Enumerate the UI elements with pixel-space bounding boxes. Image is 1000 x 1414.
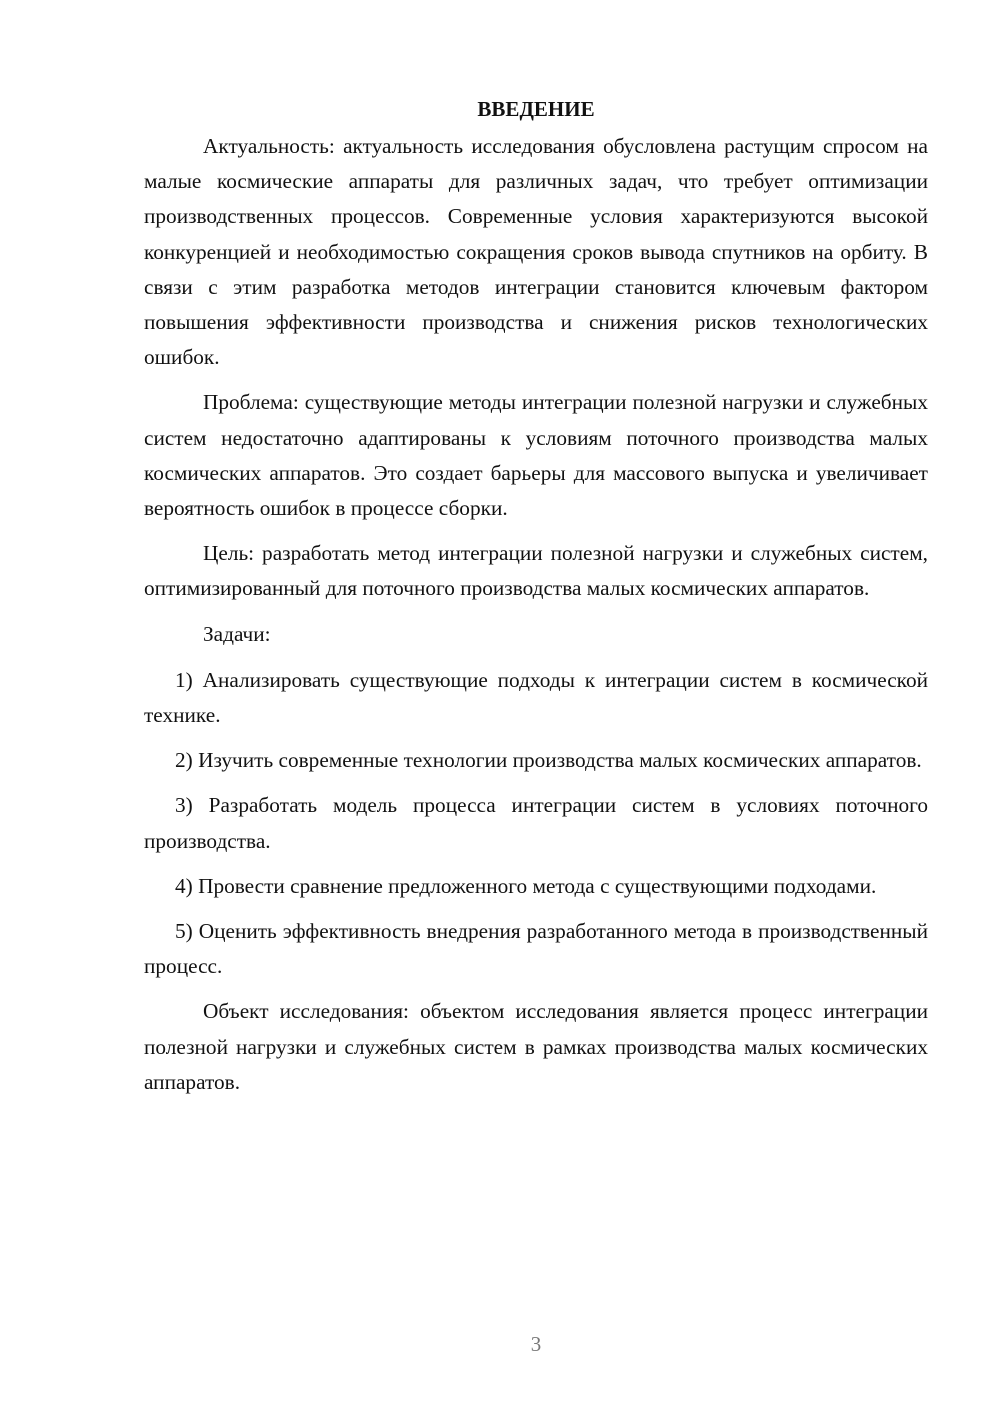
page-number: 3 (530, 1332, 542, 1356)
page-title: ВВЕДЕНИЕ (477, 97, 595, 121)
task-item-1: 1) Анализировать существующие подходы к интеграции систем в космической технике. (144, 667, 928, 728)
task-item-2: 2) Изучить современные технологии производства малых космических аппаратов. (175, 748, 922, 773)
goal-paragraph: Цель: разработать метод интеграции полезной нагрузки и служебных систем, оптимизированный для поточного производства малых космических аппаратов. (144, 541, 928, 601)
task-item-4: 4) Провести сравнение предложенного метода с существующими подходами. (175, 873, 877, 898)
tasks-list (144, 663, 928, 985)
object-paragraph: Объект исследования: объектом исследования является процесс интеграции полезной нагрузки и служебных систем в рамках производства малых космических аппаратов. (144, 999, 928, 1094)
task-item-5: 5) Оценить эффективность внедрения разработанного метода в производственный процесс. (144, 919, 928, 979)
page-body (144, 92, 928, 1110)
task-item-3: 3) Разработать модель процесса интеграции систем в условиях поточного производства. (144, 793, 928, 853)
relevance-paragraph: Актуальность: актуальность исследования обусловлена растущим спросом на малые космические аппараты для различных задач, что требует оптимизации производственных процессов. Современные условия характеризуются высокой конкуренцией и необходимостью сокращения сроков вывода спутников на орбиту. В связи с этим разработка методов интеграции становится ключевым фактором повышения эффективности производства и снижения рисков технологических ошибок. (144, 134, 928, 370)
tasks-heading: Задачи: (203, 621, 271, 646)
problem-paragraph: Проблема: существующие методы интеграции полезной нагрузки и служебных систем недостаточно адаптированы к условиям поточного производства малых космических аппаратов. Это создает барьеры для массового выпуска и увеличивает вероятность ошибок в процессе сборки. (144, 390, 928, 521)
